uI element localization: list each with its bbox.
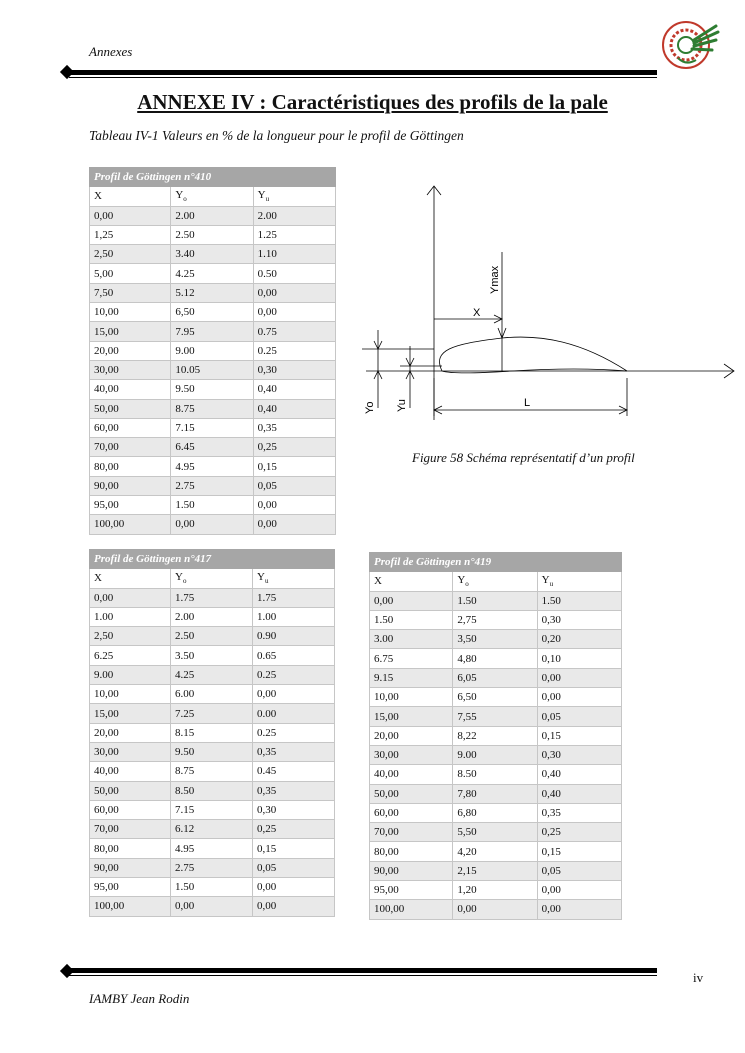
cell-yu: 0,15 [537,726,621,745]
cell-yu: 0,00 [253,878,335,897]
cell-yo: 7.15 [171,418,253,437]
table-row [90,588,335,607]
cell-x: 20,00 [90,341,171,360]
cell-x: 2,50 [90,245,171,264]
table-row [370,803,622,822]
cell-yu: 0,25 [253,820,335,839]
col-header-yu: $Y_u$ [253,569,335,588]
cell-yu: 0,40 [537,784,621,803]
cell-x: 30,00 [90,742,171,761]
col-header-x: X [90,569,171,588]
figure-caption: Figure 58 Schéma représentatif d’un profil [412,450,635,465]
cell-yu: 0,15 [253,457,335,476]
cell-yo: 2,75 [453,610,537,629]
cell-yo: 0,00 [453,900,537,919]
footer-rule-thin [69,975,657,976]
cell-yo: 1.50 [171,496,253,515]
cell-x: 50,00 [90,781,171,800]
cell-x: 7,50 [90,283,171,302]
cell-yo: 6,80 [453,803,537,822]
table-profil-410 [89,167,336,535]
cell-x: 40,00 [90,380,171,399]
table-row [90,878,335,897]
col-header-x: X [90,187,171,206]
airfoil-upper-surface [440,337,628,371]
cell-yo: 9.00 [453,745,537,764]
cell-x: 60,00 [370,803,453,822]
cell-x: 10,00 [370,688,453,707]
table-row [90,762,335,781]
table-row [90,283,336,302]
table-row [370,649,622,668]
cell-yu: 0,00 [253,515,335,534]
cell-yo: 1.75 [171,588,253,607]
cell-yu: 1.75 [253,588,335,607]
table-row [90,897,335,916]
cell-x: 9.15 [370,668,453,687]
cell-x: 90,00 [90,858,171,877]
table-row [90,665,335,684]
cell-x: 40,00 [90,762,171,781]
cell-yu: 0,35 [537,803,621,822]
cell-yu: 0,05 [253,858,335,877]
cell-x: 6.75 [370,649,453,668]
cell-yu: 0,05 [253,476,335,495]
table-row [90,418,336,437]
cell-yo: 8.50 [453,765,537,784]
cell-x: 80,00 [90,457,171,476]
cell-yo: 1.50 [453,591,537,610]
cell-yo: 8,22 [453,726,537,745]
cell-yo: 4.25 [171,665,253,684]
cell-yu: 0,35 [253,418,335,437]
cell-yu: 0.75 [253,322,335,341]
cell-yu: 1.10 [253,245,335,264]
cell-x: 70,00 [370,823,453,842]
col-header-yo: $Y_o$ [453,572,537,591]
table-row [90,380,336,399]
table-row [90,496,336,515]
table-row [90,704,335,723]
col-header-yu: $Y_u$ [537,572,621,591]
cell-yu: 0,30 [253,800,335,819]
table-row [90,515,336,534]
cell-x: 70,00 [90,438,171,457]
table-row [90,607,335,626]
table-row [90,245,336,264]
table-title: Profil de Göttingen n°410 [90,168,336,187]
table-row [90,225,336,244]
cell-yo: 6.45 [171,438,253,457]
page-number: iv [693,970,704,985]
cell-yu: 0,15 [537,842,621,861]
cell-yo: 4.95 [171,839,253,858]
cell-x: 6.25 [90,646,171,665]
cell-yo: 2.50 [171,627,253,646]
cell-yu: 0.25 [253,341,335,360]
cell-yo: 6.12 [171,820,253,839]
cell-yu: 0,05 [537,707,621,726]
cell-yu: 0,00 [253,283,335,302]
cell-x: 60,00 [90,800,171,819]
table-row [90,457,336,476]
cell-x: 9.00 [90,665,171,684]
table-row [370,900,622,919]
cell-yu: 0,20 [537,630,621,649]
table-row [370,630,622,649]
table-caption: Tableau IV-1 Valeurs en % de la longueur pour le profil de Göttingen [89,128,464,143]
cell-yu: 1.25 [253,225,335,244]
header-section-label: Annexes [89,44,133,59]
cell-yo: 9.00 [171,341,253,360]
cell-x: 100,00 [90,897,171,916]
cell-yu: 0,10 [537,649,621,668]
table-row [90,723,335,742]
cell-yo: 3.40 [171,245,253,264]
cell-x: 50,00 [90,399,171,418]
cell-x: 1,25 [90,225,171,244]
table-row [90,360,336,379]
cell-yu: 0,00 [253,303,335,322]
cell-yo: 7,80 [453,784,537,803]
cell-yo: 1,20 [453,881,537,900]
cell-yo: 2.00 [171,607,253,626]
cell-x: 100,00 [370,900,453,919]
cell-yu: 0,00 [253,496,335,515]
cell-yu: 0.25 [253,723,335,742]
cell-yo: 8.50 [171,781,253,800]
cell-yo: 4,20 [453,842,537,861]
table-row [90,476,336,495]
table-profil-417 [89,549,335,917]
cell-yo: 7,55 [453,707,537,726]
table-row [90,646,335,665]
table-row [90,322,336,341]
cell-yu: 2.00 [253,206,335,225]
cell-yu: 0.65 [253,646,335,665]
cell-x: 95,00 [90,496,171,515]
cell-yo: 5,50 [453,823,537,842]
cell-yu: 0,00 [537,881,621,900]
table-row [90,742,335,761]
table-row [370,861,622,880]
cell-yu: 0,30 [537,610,621,629]
table-row [90,800,335,819]
table-row [370,726,622,745]
table-row [90,303,336,322]
cell-x: 0,00 [90,588,171,607]
col-header-x: X [370,572,453,591]
cell-yu: 1.50 [537,591,621,610]
cell-yu: 0,00 [253,685,335,704]
table-row [370,668,622,687]
cell-yo: 4,80 [453,649,537,668]
table-row [90,264,336,283]
cell-yo: 8.75 [171,399,253,418]
cell-yo: 2.75 [171,858,253,877]
table-row [370,745,622,764]
col-header-yo: $Y_o$ [171,569,253,588]
table-row [370,881,622,900]
university-logo-icon [658,18,720,70]
cell-x: 95,00 [370,881,453,900]
table-row [90,839,335,858]
cell-yu: 0,25 [537,823,621,842]
table-row [370,765,622,784]
cell-yu: 0,35 [253,781,335,800]
cell-yu: 0,40 [253,380,335,399]
cell-yu: 0,30 [537,745,621,764]
cell-yo: 4.95 [171,457,253,476]
cell-x: 90,00 [90,476,171,495]
cell-yo: 8.15 [171,723,253,742]
table-title: Profil de Göttingen n°419 [370,553,622,572]
cell-yu: 0.00 [253,704,335,723]
cell-yu: 1.00 [253,607,335,626]
cell-x: 10,00 [90,303,171,322]
cell-x: 80,00 [370,842,453,861]
cell-yo: 7.15 [171,800,253,819]
cell-x: 15,00 [370,707,453,726]
cell-yu: 0,15 [253,839,335,858]
cell-x: 15,00 [90,704,171,723]
table-row [370,591,622,610]
cell-x: 0,00 [90,206,171,225]
table-row [90,685,335,704]
cell-yu: 0,40 [537,765,621,784]
cell-x: 90,00 [370,861,453,880]
table-row [90,820,335,839]
page-title: ANNEXE IV : Caractéristiques des profils de la pale [137,90,608,114]
cell-yu: 0,05 [537,861,621,880]
table-row [370,707,622,726]
table-row [90,781,335,800]
table-row [370,688,622,707]
cell-yo: 8.75 [171,762,253,781]
table-title: Profil de Göttingen n°417 [90,550,335,569]
cell-yo: 0,00 [171,897,253,916]
cell-x: 20,00 [370,726,453,745]
table-row [370,842,622,861]
table-profil-419 [369,552,622,920]
cell-x: 5,00 [90,264,171,283]
cell-x: 30,00 [370,745,453,764]
cell-yu: 0,00 [537,688,621,707]
table-row [90,627,335,646]
cell-yo: 2.50 [171,225,253,244]
table-row [90,399,336,418]
table-row [370,823,622,842]
cell-x: 80,00 [90,839,171,858]
cell-yu: 0,25 [253,438,335,457]
footer-author: IAMBY Jean Rodin [89,991,190,1006]
cell-yo: 4.25 [171,264,253,283]
cell-yo: 7.25 [171,704,253,723]
cell-yo: 6,50 [171,303,253,322]
cell-yu: 0,00 [537,668,621,687]
col-header-yu: $Y_u$ [253,187,335,206]
cell-yo: 10.05 [171,360,253,379]
cell-x: 70,00 [90,820,171,839]
cell-yu: 0.45 [253,762,335,781]
cell-x: 1.50 [370,610,453,629]
cell-yo: 2,15 [453,861,537,880]
airfoil-profile-diagram [362,182,737,422]
cell-x: 50,00 [370,784,453,803]
cell-x: 2,50 [90,627,171,646]
table-row [90,438,336,457]
label-yu: Yu [396,399,408,412]
cell-x: 95,00 [90,878,171,897]
label-l: L [524,397,531,409]
cell-x: 20,00 [90,723,171,742]
cell-yo: 3.50 [171,646,253,665]
cell-yu: 0,00 [253,897,335,916]
cell-yo: 9.50 [171,742,253,761]
cell-yu: 0,40 [253,399,335,418]
table-row [90,858,335,877]
cell-yo: 0,00 [171,515,253,534]
header-rule-thin [69,77,657,78]
cell-x: 40,00 [370,765,453,784]
label-ymax: Ymax [489,265,501,294]
cell-yo: 7.95 [171,322,253,341]
cell-yu: 0,00 [537,900,621,919]
table-row [90,341,336,360]
cell-yu: 0.90 [253,627,335,646]
cell-yu: 0,30 [253,360,335,379]
cell-x: 30,00 [90,360,171,379]
col-header-yo: $Y_o$ [171,187,253,206]
cell-yo: 3,50 [453,630,537,649]
cell-yu: 0.25 [253,665,335,684]
label-x: X [473,307,481,319]
table-row [90,206,336,225]
cell-x: 15,00 [90,322,171,341]
cell-yo: 9.50 [171,380,253,399]
cell-x: 60,00 [90,418,171,437]
cell-yo: 1.50 [171,878,253,897]
cell-x: 0,00 [370,591,453,610]
header-rule-thick [69,70,657,75]
cell-yo: 6.00 [171,685,253,704]
cell-yo: 2.75 [171,476,253,495]
cell-x: 10,00 [90,685,171,704]
table-row [370,784,622,803]
cell-x: 100,00 [90,515,171,534]
cell-x: 3.00 [370,630,453,649]
table-row [370,610,622,629]
cell-yo: 5.12 [171,283,253,302]
label-yo: Yo [364,401,376,414]
cell-yo: 2.00 [171,206,253,225]
cell-x: 1.00 [90,607,171,626]
cell-yu: 0,35 [253,742,335,761]
cell-yu: 0.50 [253,264,335,283]
footer-rule-thick [69,968,657,973]
cell-yo: 6,05 [453,668,537,687]
cell-yo: 6,50 [453,688,537,707]
